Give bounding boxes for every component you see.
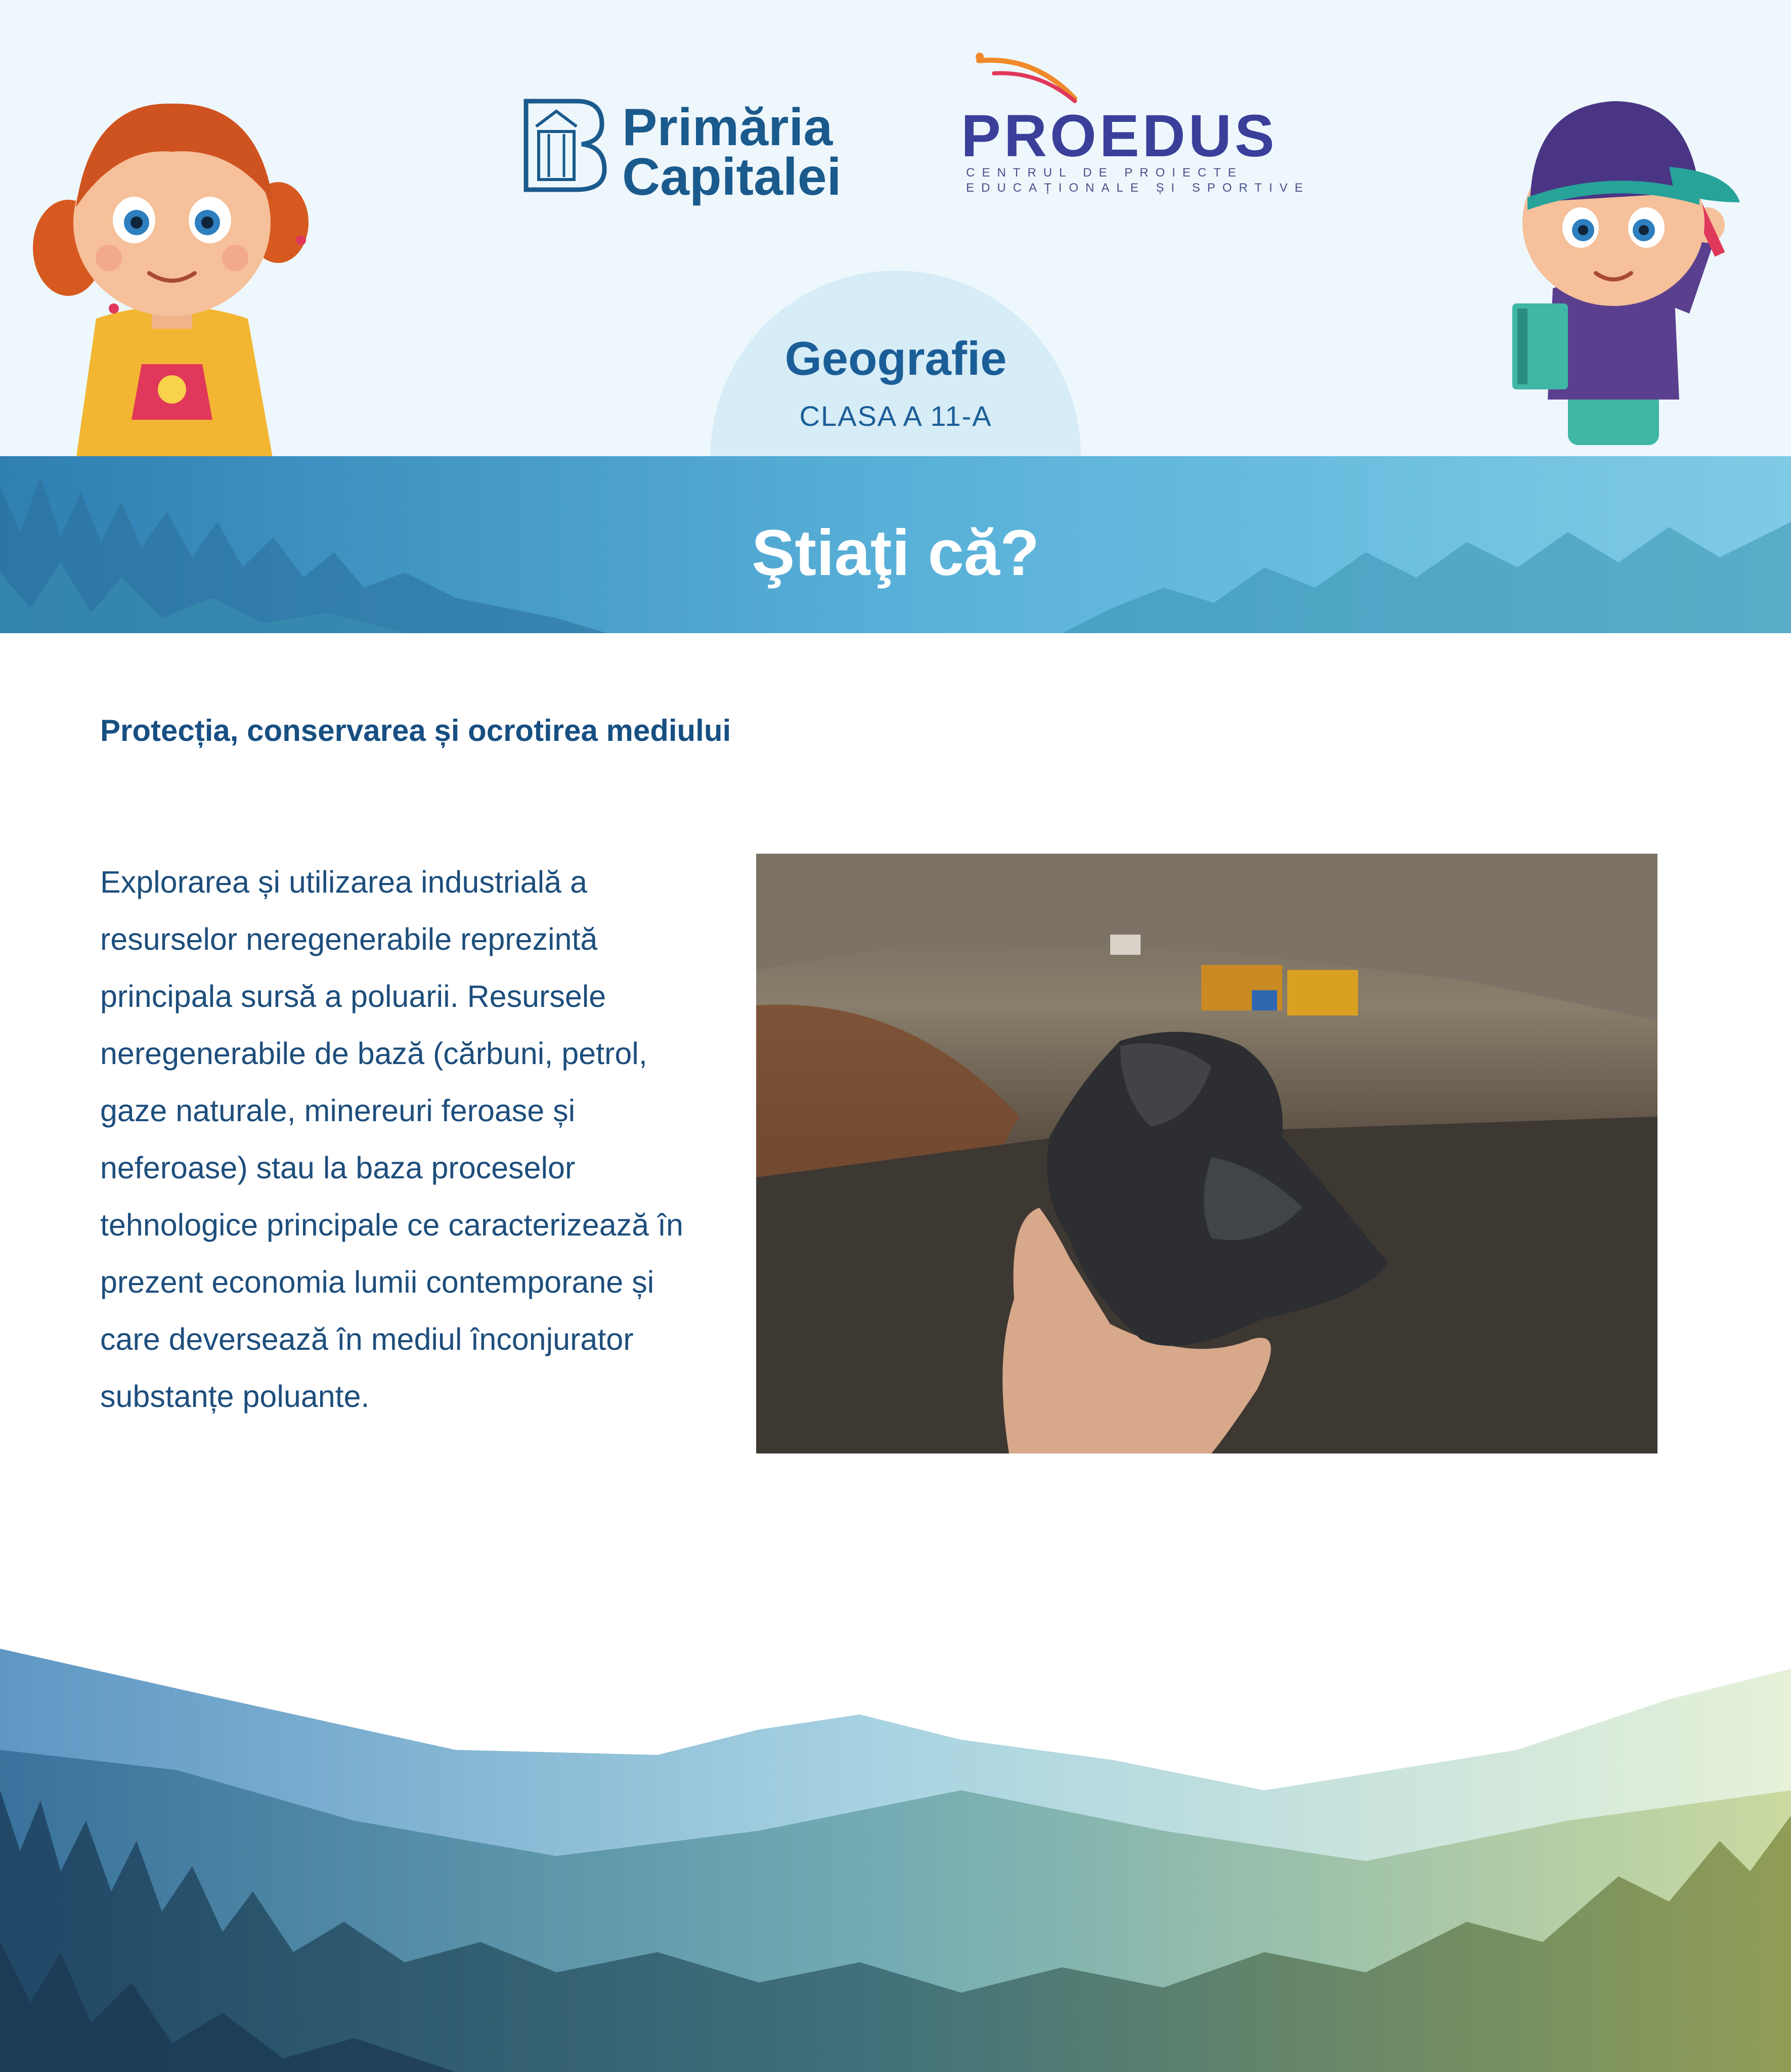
logo-primaria-line2: Capitalei bbox=[622, 148, 842, 206]
boy-character-illustration bbox=[1477, 51, 1760, 460]
building-icon bbox=[521, 96, 607, 192]
girl-character-illustration bbox=[20, 56, 324, 460]
primaria-capitalei-logo bbox=[521, 96, 850, 206]
banner-title: Ştiaţi că? bbox=[751, 517, 1040, 589]
logo-proedus-subtitle-1: CENTRUL DE PROIECTE bbox=[966, 166, 1243, 180]
hand-holding-coal-photo bbox=[756, 854, 1657, 1453]
logo-proedus-subtitle-2: EDUCAȚIONALE ȘI SPORTIVE bbox=[966, 181, 1310, 195]
section-heading: Protecția, conservarea și ocrotirea mediului bbox=[100, 714, 731, 747]
flame-icon bbox=[974, 51, 1105, 111]
subject-title: Geografie bbox=[784, 332, 1007, 385]
body-paragraph: Explorarea și utilizarea industrială a resurselor neregenerabile reprezintă principala sursă a poluarii. Resursele neregenerabile de bază (cărbuni, petrol, gaze naturale, minereuri feroase și neferoase) stau la baza proceselor tehnologice principale ce caracterizează în prezent economia lumii contemporane și care deversează în mediul înconjurator substanțe poluante. bbox=[100, 865, 683, 1414]
subject-class: CLASA A 11-A bbox=[799, 400, 992, 432]
proedus-logo bbox=[961, 51, 1310, 202]
logo-primaria-line1: Primăria bbox=[622, 98, 833, 157]
mountain-forest-footer bbox=[0, 1639, 1791, 2072]
logo-proedus-word: PROEDUS bbox=[961, 103, 1278, 169]
